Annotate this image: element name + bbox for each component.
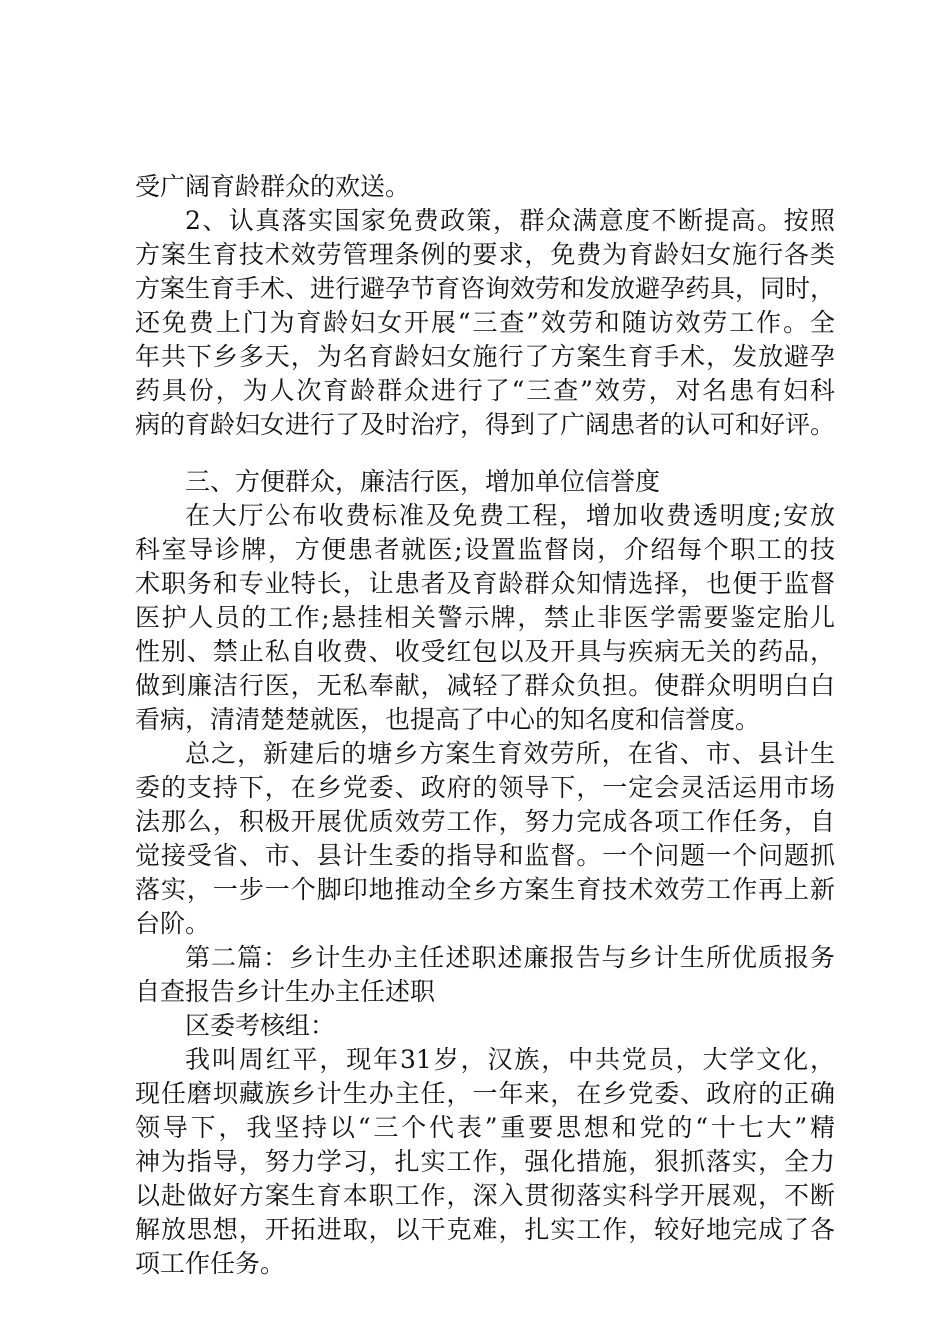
text-line: 方案生育手术、进行避孕节育咨询效劳和发放避孕药具，同时， [135,274,836,303]
text-line: 医护人员的工作;悬挂相关警示牌，禁止非医学需要鉴定胎儿 [135,603,835,632]
text-line: 还免费上门为育龄妇女开展“三查”效劳和随访效劳工作。全 [135,308,835,337]
text-line: 以赴做好方案生育本职工作，深入贯彻落实科学开展观，不断 [135,1181,835,1210]
chapter-title: 第二篇：乡计生办主任述职述廉报告与乡计生所优质报务 [185,943,835,972]
text-line: 我叫周红平，现年31岁，汉族，中共党员，大学文化， [185,1045,835,1074]
text-line: 科室导诊牌，方便患者就医;设置监督岗，介绍每个职工的技 [135,535,835,564]
text-line: 受广阔育龄群众的欢送。 [135,172,411,201]
chapter-title: 自查报告乡计生办主任述职 [135,977,436,1006]
text-line: 落实，一步一个脚印地推动全乡方案生育技术效劳工作再上新 [135,875,835,904]
text-line: 现任磨坝藏族乡计生办主任，一年来，在乡党委、政府的正确 [135,1079,835,1108]
text-line: 总之，新建后的塘乡方案生育效劳所，在省、市、县计生 [185,739,835,768]
text-line: 项工作任务。 [135,1249,286,1278]
text-line: 病的育龄妇女进行了及时治疗，得到了广阔患者的认可和好评。 [135,410,836,439]
text-line: 在大厅公布收费标准及免费工程，增加收费透明度;安放 [185,501,835,530]
text-line: 觉接受省、市、县计生委的指导和监督。一个问题一个问题抓 [135,841,835,870]
salutation: 区委考核组： [185,1011,336,1040]
text-line: 领导下，我坚持以“三个代表”重要思想和党的“十七大”精 [135,1113,835,1142]
text-line: 神为指导，努力学习，扎实工作，强化措施，狠抓落实，全力 [135,1147,835,1176]
text-line: 台阶。 [135,909,211,938]
text-line: 年共下乡多天，为名育龄妇女施行了方案生育手术，发放避孕 [135,342,835,371]
text-line: 术职务和专业特长，让患者及育龄群众知情选择，也便于监督 [135,569,835,598]
section-heading: 三、方便群众，廉洁行医，增加单位信誉度 [185,467,661,496]
text-line: 法那么，积极开展优质效劳工作，努力完成各项工作任务，自 [135,807,835,836]
text-line: 药具份，为人次育龄群众进行了“三查”效劳，对名患有妇科 [135,376,835,405]
text-line: 2、认真落实国家免费政策，群众满意度不断提高。按照 [185,206,835,235]
text-line: 解放思想，开拓进取，以干克难，扎实工作，较好地完成了各 [135,1215,835,1244]
text-line: 性别、禁止私自收费、收受红包以及开具与疾病无关的药品， [135,637,835,666]
text-line: 方案生育技术效劳管理条例的要求，免费为育龄妇女施行各类 [135,240,835,269]
text-line: 做到廉洁行医，无私奉献，减轻了群众负担。使群众明明白白 [135,671,835,700]
text-line: 看病，清清楚楚就医，也提高了中心的知名度和信誉度。 [135,705,761,734]
text-line: 委的支持下，在乡党委、政府的领导下，一定会灵活运用市场 [135,773,835,802]
